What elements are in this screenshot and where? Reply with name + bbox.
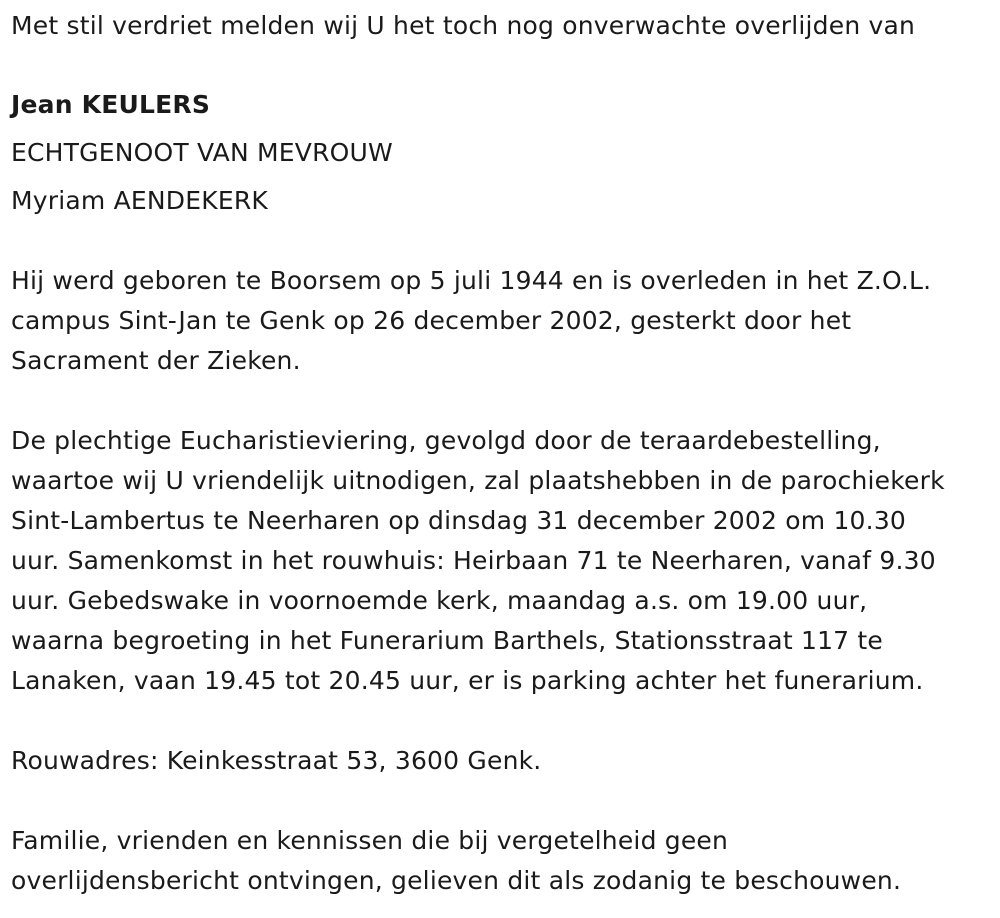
spouse-name: Myriam AENDEKERK xyxy=(11,186,269,215)
address-paragraph xyxy=(11,741,541,781)
paragraph-line: Hij werd geboren te Boorsem op 5 juli 1944 en is overleden in het Z.O.L. xyxy=(11,266,932,295)
birth-death-paragraph xyxy=(11,261,931,381)
paragraph-line: waartoe wij U vriendelijk uitnodigen, zal plaatshebben in de parochiekerk xyxy=(11,466,945,495)
relation-text: ECHTGENOOT VAN MEVROUW xyxy=(11,138,393,167)
paragraph-line: campus Sint-Jan te Genk op 26 december 2002, gesterkt door het xyxy=(11,306,852,335)
paragraph-line: waarna begroeting in het Funerarium Barthels, Stationsstraat 117 te xyxy=(11,626,884,655)
paragraph-line: Sint-Lambertus te Neerharen op dinsdag 31 december 2002 om 10.30 xyxy=(11,506,907,535)
intro-text: Met stil verdriet melden wij U het toch nog onverwachte overlijden van xyxy=(11,11,916,40)
notice-paragraph xyxy=(11,821,901,901)
paragraph-line: Familie, vrienden en kennissen die bij vergetelheid geen xyxy=(11,826,729,855)
paragraph-line: overlijdensbericht ontvingen, gelieven dit als zodanig te beschouwen. xyxy=(11,866,902,895)
deceased-name: Jean KEULERS xyxy=(11,90,211,119)
paragraph-line: uur. Samenkomst in het rouwhuis: Heirbaan 71 te Neerharen, vanaf 9.30 xyxy=(11,546,936,575)
ceremony-paragraph xyxy=(11,421,945,701)
paragraph-line: De plechtige Eucharistieviering, gevolgd door de teraardebestelling, xyxy=(11,426,881,455)
paragraph-line: Lanaken, vaan 19.45 tot 20.45 uur, er is parking achter het funerarium. xyxy=(11,666,924,695)
paragraph-line: Sacrament der Zieken. xyxy=(11,346,301,375)
paragraph-line: uur. Gebedswake in voornoemde kerk, maandag a.s. om 19.00 uur, xyxy=(11,586,868,615)
paragraph-line: Rouwadres: Keinkesstraat 53, 3600 Genk. xyxy=(11,746,542,775)
